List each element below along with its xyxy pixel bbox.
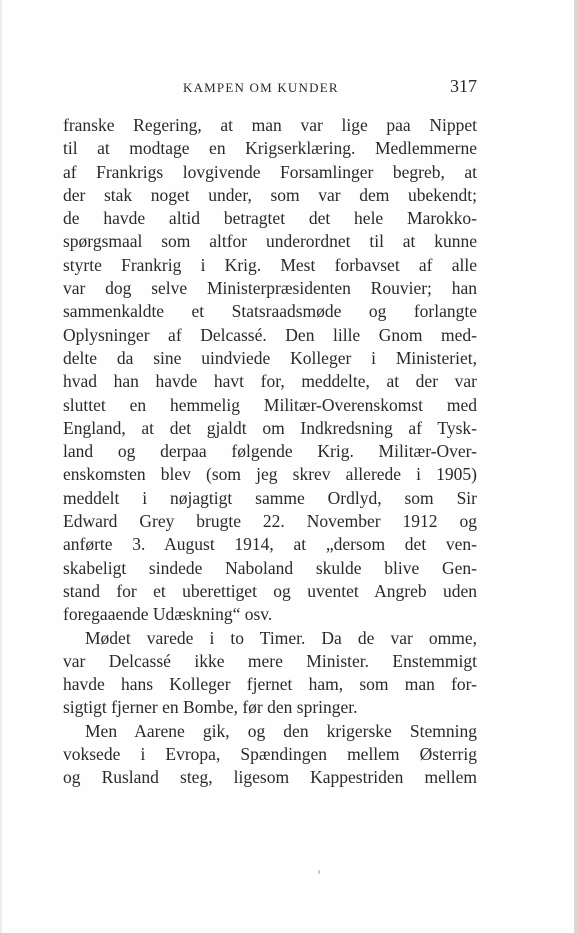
- paragraph-end-line: sigtigt fjerner en Bombe, før den springer.: [63, 697, 358, 718]
- text-line: til at modtage en Krigserklæring. Medlemmerne: [63, 138, 477, 159]
- text-line: stand for et uberettiget og uventet Angreb uden: [63, 580, 477, 601]
- text-line: var Delcassé ikke mere Minister. Enstemmigt: [63, 650, 477, 671]
- text-line: skabeligt sindede Naboland skulde blive Gen-: [63, 557, 477, 578]
- text-line: voksede i Evropa, Spændingen mellem Østerrig: [63, 744, 477, 765]
- running-head: KAMPEN OM KUNDER: [183, 80, 339, 95]
- text-line: meddelt i nøjagtigt samme Ordlyd, som Sir: [63, 487, 477, 508]
- text-line: England, at det gjaldt om Indkredsning af Tysk-: [63, 417, 477, 438]
- text-line: hvad han havde havt for, meddelte, at der var: [63, 371, 477, 392]
- text-line: af Frankrigs lovgivende Forsamlinger begreb, at: [63, 161, 477, 182]
- scan-edge-right: [574, 0, 578, 933]
- text-line: havde hans Kolleger fjernet ham, som man for-: [63, 674, 477, 695]
- text-line: styrte Frankrig i Krig. Mest forbavset af alle: [63, 254, 477, 275]
- text-line: anførte 3. August 1914, at „dersom det ven-: [63, 534, 477, 555]
- body-text: [63, 114, 477, 790]
- text-line: Oplysninger af Delcassé. Den lille Gnom med-: [63, 324, 477, 345]
- text-line: Edward Grey brugte 22. November 1912 og: [63, 511, 477, 532]
- paragraph-end-line: foregaaende Udæskning“ osv.: [63, 604, 273, 625]
- scan-speck: [318, 870, 320, 874]
- text-line: franske Regering, at man var lige paa Nippet: [63, 115, 477, 135]
- scan-edge-left: [0, 0, 2, 933]
- text-line: sammenkaldte et Statsraadsmøde og forlangte: [63, 301, 477, 322]
- paragraph-start-line: Men Aarene gik, og den krigerske Stemning: [85, 720, 477, 741]
- page-header: [63, 76, 477, 98]
- text-line: var dog selve Ministerpræsidenten Rouvier; han: [63, 278, 477, 299]
- text-line: enskomsten blev (som jeg skrev allerede i 1905): [63, 464, 477, 485]
- text-line: spørgsmaal som altfor underordnet til at kunne: [63, 231, 477, 252]
- text-line: der stak noget under, som var dem ubekendt;: [63, 184, 477, 205]
- text-line: sluttet en hemmelig Militær-Overenskomst med: [63, 394, 477, 415]
- text-line: de havde altid betragtet det hele Marokko-: [63, 208, 477, 229]
- text-line: delte da sine uindviede Kolleger i Ministeriet,: [63, 347, 477, 368]
- text-line: og Rusland steg, ligesom Kappestriden mellem: [63, 767, 477, 788]
- page-number: 317: [450, 76, 477, 96]
- paragraph-start-line: Mødet varede i to Timer. Da de var omme,: [85, 627, 477, 648]
- text-line: land og derpaa følgende Krig. Militær-Over-: [63, 441, 477, 462]
